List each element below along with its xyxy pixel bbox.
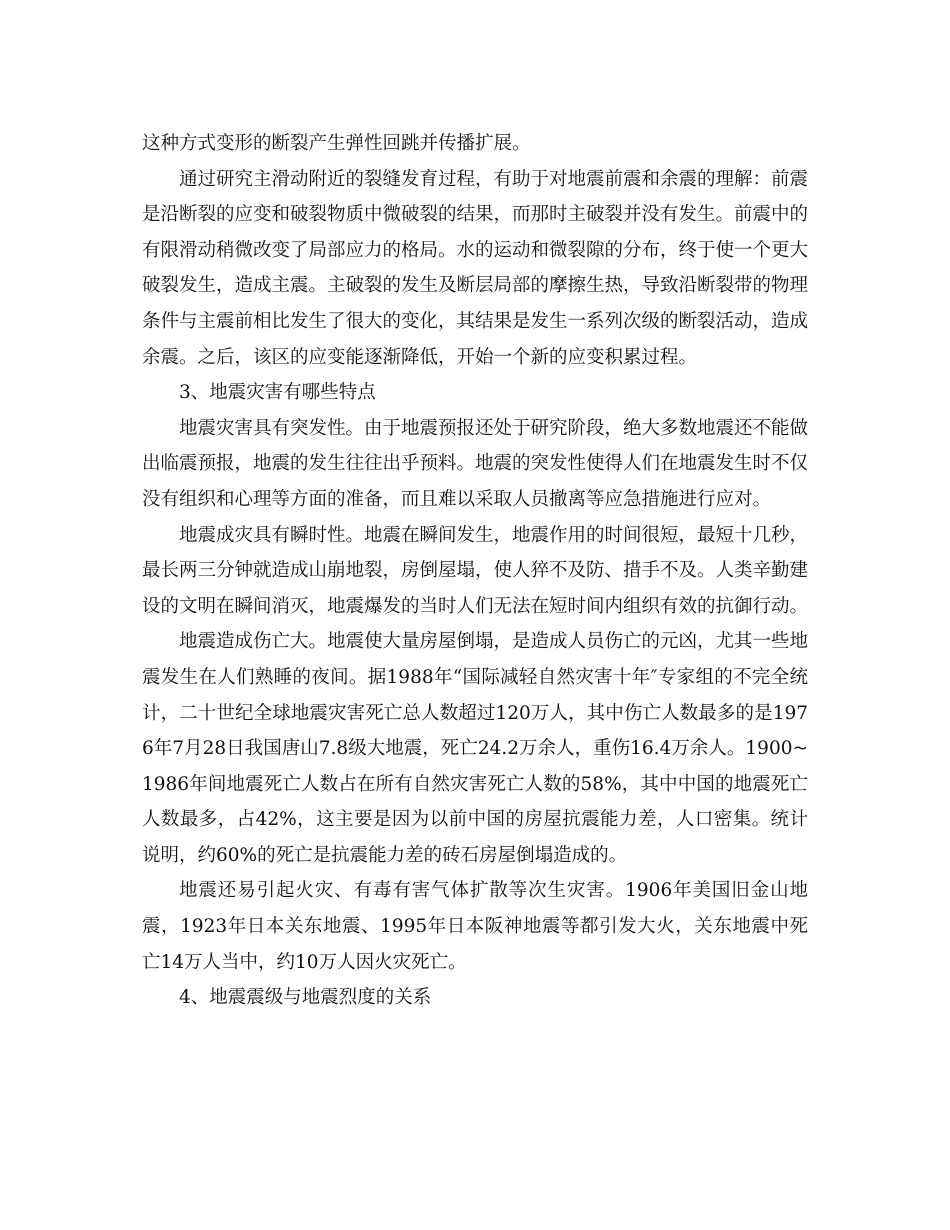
section-heading-magnitude-intensity: 4、地震震级与地震烈度的关系 — [179, 987, 432, 1009]
paragraph-foreshock-aftershock: 通过研究主滑动附近的裂缝发育过程，有助于对地震前震和余震的理解：前震是沿断裂的应变和破裂物质中微破裂的结果，而那时主破裂并没有发生。前震中的有限滑动稍微改变了局部应力的格局。水的运动和微裂隙的分布，终于使一个更大破裂发生，造成主震。主破裂的发生及断层局部的摩擦生热，导致沿断裂带的物理条件与主震前相比发生了很大的变化，其结果是发生一系列次级的断裂活动，造成余震。之后，该区的应变能逐渐降低，开始一个新的应变积累过程。 — [142, 168, 809, 368]
paragraph-suddenness: 地震灾害具有突发性。由于地震预报还处于研究阶段，绝大多数地震还不能做出临震预报，地震的发生往往出乎预料。地震的突发性使得人们在地震发生时不仅没有组织和心理等方面的准备，而且难以采取人员撤离等应急措施进行应对。 — [142, 417, 809, 510]
document-body — [142, 126, 808, 1016]
paragraph-instantaneity: 地震成灾具有瞬时性。地震在瞬间发生，地震作用的时间很短，最短十几秒，最长两三分钟就造成山崩地裂，房倒屋塌，使人猝不及防、措手不及。人类辛勤建设的文明在瞬间消灭，地震爆发的当时人们无法在短时间内组织有效的抗御行动。 — [142, 524, 809, 617]
paragraph-casualties: 地震造成伤亡大。地震使大量房屋倒塌，是造成人员伤亡的元凶，尤其一些地震发生在人们熟睡的夜间。据1988年“国际减轻自然灾害十年″专家组的不完全统计，二十世纪全球地震灾害死亡总人数超过120万人，其中伤亡人数最多的是1976年7月28日我国唐山7.8级大地震，死亡24.2万余人，重伤16.4万余人。1900~1986年间地震死亡人数占在所有自然灾害死亡人数的58%，其中中国的地震死亡人数最多，占42%，这主要是因为以前中国的房屋抗震能力差，人口密集。统计说明，约60%的死亡是抗震能力差的砖石房屋倒塌造成的。 — [142, 631, 809, 866]
section-heading-disaster-features: 3、地震灾害有哪些特点 — [179, 382, 376, 404]
paragraph-secondary-disasters: 地震还易引起火灾、有毒有害气体扩散等次生灾害。1906年美国旧金山地震，1923年日本关东地震、1995年日本阪神地震等都引发大火，关东地震中死亡14万人当中，约10万人因火灾死亡。 — [142, 880, 808, 973]
paragraph-continuation: 这种方式变形的断裂产生弹性回跳并传播扩展。 — [142, 133, 531, 154]
